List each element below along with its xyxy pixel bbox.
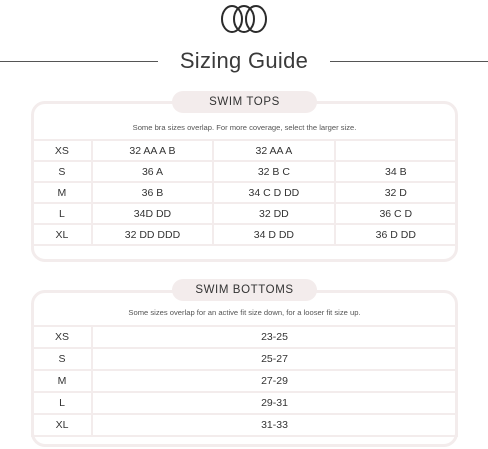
table-row	[32, 326, 457, 348]
table-row	[32, 348, 457, 370]
size-cell: S	[32, 161, 92, 182]
swim-tops-note: Some bra sizes overlap. For more coverage, select the larger size.	[132, 123, 357, 132]
waist-range-cell: 29-31	[92, 392, 457, 414]
size-cell: L	[32, 203, 92, 224]
page-title: Sizing Guide	[179, 48, 309, 73]
brand-logo-icon	[214, 4, 274, 34]
fit-cell: 36 D DD	[335, 224, 457, 245]
fit-cell: 32 B C	[213, 161, 334, 182]
swim-bottoms-label: SWIM BOTTOMS	[172, 279, 317, 301]
swim-bottoms-table	[31, 325, 458, 437]
size-cell: L	[32, 392, 92, 414]
size-cell: XL	[32, 224, 92, 245]
size-cell: M	[32, 370, 92, 392]
size-cell: S	[32, 348, 92, 370]
table-row	[32, 203, 457, 224]
swim-tops-table	[31, 139, 458, 246]
size-cell: XS	[32, 140, 92, 161]
table-row	[32, 370, 457, 392]
swim-tops-label: SWIM TOPS	[172, 91, 317, 113]
table-row	[32, 392, 457, 414]
fit-cell: 36 B	[92, 182, 213, 203]
table-row	[32, 140, 457, 161]
fit-cell: 34 C D DD	[213, 182, 334, 203]
size-cell: M	[32, 182, 92, 203]
title-row	[0, 48, 488, 76]
fit-cell: 32 DD	[213, 203, 334, 224]
fit-cell: 34 D DD	[213, 224, 334, 245]
fit-cell: 32 DD DDD	[92, 224, 213, 245]
fit-cell: 36 C D	[335, 203, 457, 224]
size-cell: XL	[32, 414, 92, 436]
waist-range-cell: 23-25	[92, 326, 457, 348]
fit-cell: 32 AA A B	[92, 140, 213, 161]
fit-cell: 34 B	[335, 161, 457, 182]
fit-cell	[335, 140, 457, 161]
swim-bottoms-note: Some sizes overlap for an active fit size down, for a looser fit size up.	[128, 308, 361, 317]
waist-range-cell: 27-29	[92, 370, 457, 392]
table-row	[32, 224, 457, 245]
fit-cell: 32 AA A	[213, 140, 334, 161]
table-row	[32, 161, 457, 182]
table-row	[32, 414, 457, 436]
waist-range-cell: 31-33	[92, 414, 457, 436]
title-divider-right	[330, 61, 488, 62]
size-cell: XS	[32, 326, 92, 348]
table-row	[32, 182, 457, 203]
title-divider-left	[0, 61, 158, 62]
fit-cell: 34D DD	[92, 203, 213, 224]
waist-range-cell: 25-27	[92, 348, 457, 370]
fit-cell: 32 D	[335, 182, 457, 203]
fit-cell: 36 A	[92, 161, 213, 182]
